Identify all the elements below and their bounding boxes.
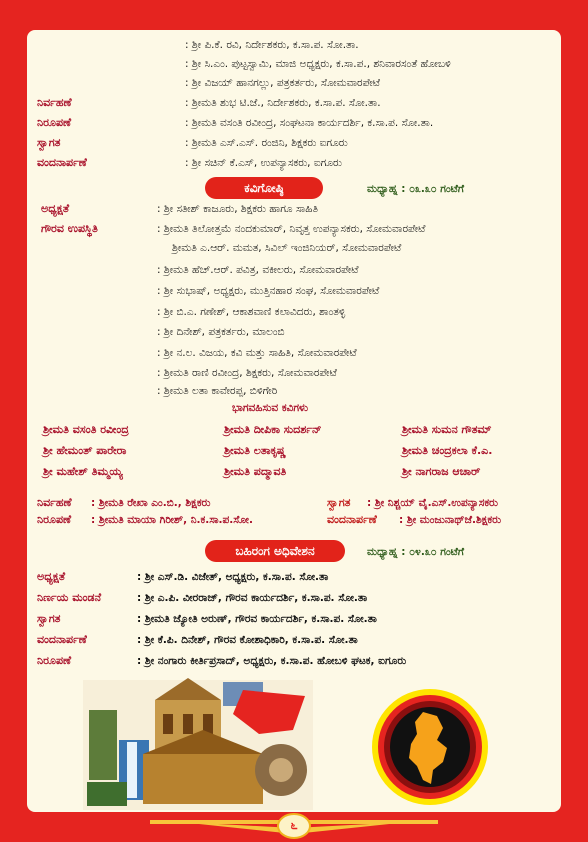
bahiranga-time: ಮಧ್ಯಾಹ್ನ : ೦೪.೩೦ ಗಂಟೆಗೆ — [367, 546, 465, 558]
kavigoshti-label: ಗೌರವ ಉಪಸ್ಥಿತಿ — [41, 222, 98, 235]
bahiranga-text: : ಶ್ರೀ ಕೆ.ಪಿ. ದಿನೇಶ್, ಗೌರವ ಕೋಶಾಧಿಕಾರಿ, ಕ.ಸಾ.ಪ. ಸೋ.ತಾ — [137, 634, 358, 646]
bahiranga-title: ಬಹಿರಂಗ ಅಧಿವೇಶನ — [205, 540, 345, 562]
bahiranga-label: ಅಧ್ಯಕ್ಷತೆ — [37, 570, 66, 583]
kavigoshti-time: ಮಧ್ಯಾಹ್ನ : ೦೩.೩೦ ಗಂಟೆಗೆ — [367, 183, 465, 195]
top-text: : ಶ್ರೀ ವಿಜಯ್ ಹಾನಗಲ್ಲು, ಪತ್ರಕರ್ತರು, ಸೋಮವಾರಪೇಟೆ — [185, 77, 381, 89]
kavigoshti-text: : ಶ್ರೀ ಸುಭಾಷ್, ಅಧ್ಯಕ್ಷರು, ಮುತ್ತಿನಹಾರ ಸಂಘ, ಸೋಮವಾರಪೇಟೆ — [157, 285, 380, 297]
kavigoshti-label: ಅಧ್ಯಕ್ಷತೆ — [41, 202, 70, 215]
top-text: : ಶ್ರೀ ಸಚಿನ್ ಕೆ.ಎಸ್, ಉಪನ್ಯಾಸಕರು, ಐಗೂರು — [185, 157, 342, 169]
page-number: ೬ — [290, 818, 298, 833]
nirupane-text: : ಶ್ರೀಮತಿ ಮಾಯಾ ಗಿರೀಶ್, ನಿ.ಕ.ಸಾ.ಪ.ಸೋ. — [91, 514, 253, 526]
poet-name: ಶ್ರೀಮತಿ ದೀಪಿಕಾ ಸುದರ್ಶನ್ — [224, 423, 322, 436]
poet-name: ಶ್ರೀ ಮಹೇಶ್ ತಿಮ್ಮಯ್ಯ — [43, 465, 123, 478]
nirvahane-text: : ಶ್ರೀಮತಿ ರೇಖಾ ಎಂ.ಬಿ., ಶಿಕ್ಷಕರು — [91, 497, 211, 509]
bahiranga-text: : ಶ್ರೀಮತಿ ಜ್ಯೋತಿ ಅರುಣ್, ಗೌರವ ಕಾರ್ಯದರ್ಶಿ, ಕ.ಸಾ.ಪ. ಸೋ.ತಾ — [137, 613, 377, 625]
bahiranga-text: : ಶ್ರೀ ಎಸ್.ಡಿ. ವಿಜೇತ್, ಅಧ್ಯಕ್ಷರು, ಕ.ಸಾ.ಪ. ಸೋ.ತಾ — [137, 571, 329, 583]
swagata-label: ಸ್ವಾಗತ — [327, 496, 351, 509]
poet-name: ಶ್ರೀಮತಿ ಚಂದ್ರಕಲಾ ಕೆ.ಎ. — [402, 444, 493, 457]
top-label: ಸ್ವಾಗತ — [37, 136, 61, 149]
nirvahane-label: ನಿರ್ವಹಣೆ — [37, 496, 72, 509]
kavigoshti-text: : ಶ್ರೀಮತಿ ತಿಲೋತ್ತಮೆ ನಂದಕುಮಾರ್, ನಿವೃತ್ತ ಉಪನ್ಯಾಸಕರು, ಸೋಮವಾರಪೇಟೆ — [157, 223, 426, 235]
poet-name: ಶ್ರೀಮತಿ ಲತಾಕೃಷ್ಣ — [224, 444, 286, 457]
top-label: ವಂದನಾರ್ಪಣೆ — [37, 156, 87, 169]
kavigoshti-text: : ಶ್ರೀ ಬಿ.ಎ. ಗಣೇಶ್, ಆಕಾಶವಾಣಿ ಕಲಾವಿದರು, ಶಾಂತಳ್ಳಿ — [157, 306, 346, 318]
poets-heading: ಭಾಗವಹಿಸುವ ಕವಿಗಳು — [232, 402, 309, 414]
karnataka-landmarks-collage — [83, 670, 313, 810]
vandana-text: : ಶ್ರೀ ಮಂಜುನಾಥ್‌ಜೆ.ಶಿಕ್ಷಕರು — [399, 514, 502, 526]
kavigoshti-text: : ಶ್ರೀಮತಿ ರಾಣಿ ರವೀಂದ್ರ, ಶಿಕ್ಷಕರು, ಸೋಮವಾರಪೇಟೆ — [157, 367, 337, 379]
top-text: : ಶ್ರೀ ಪಿ.ಕೆ. ರವಿ, ನಿರ್ದೇಶಕರು, ಕ.ಸಾ.ಪ. ಸೋ.ತಾ. — [185, 39, 359, 51]
poet-name: ಶ್ರೀ ನಾಗರಾಜ ಆಚಾರ್ — [402, 465, 481, 478]
karnataka-map-emblem — [371, 688, 489, 806]
kavigoshti-text: : ಶ್ರೀಮತಿ ಹೆಚ್.ಆರ್. ಪವಿತ್ರ, ವಕೀಲರು, ಸೋಮವಾರಪೇಟೆ — [157, 264, 359, 276]
vandana-label: ವಂದನಾರ್ಪಣೆ — [327, 513, 377, 526]
poet-name: ಶ್ರೀಮತಿ ಸುಮನ ಗೌತಮ್ — [402, 423, 492, 436]
kavigoshti-title: ಕವಿಗೋಷ್ಠಿ — [205, 177, 323, 199]
poet-name: ಶ್ರೀಮತಿ ಪದ್ಮಾವತಿ — [224, 465, 287, 478]
top-text: : ಶ್ರೀಮತಿ ಶುಭ ಟಿ.ಜೆ., ನಿರ್ದೇಶಕರು, ಕ.ಸಾ.ಪ. ಸೋ.ತಾ. — [185, 97, 381, 109]
temple-illustration — [143, 754, 263, 804]
kavigoshti-text: : ಶ್ರೀ ದಿನೇಶ್, ಪತ್ರಕರ್ತರು, ಮಾಲಂಬಿ — [157, 326, 285, 338]
poet-name: ಶ್ರೀಮತಿ ವಸಂತಿ ರವೀಂದ್ರ — [43, 423, 129, 436]
bahiranga-text: : ಶ್ರೀ ನಂಗಾರು ಕೀರ್ತಿಪ್ರಸಾದ್, ಅಧ್ಯಕ್ಷರು, ಕ.ಸಾ.ಪ. ಹೋಬಳಿ ಘಟಕ, ಐಗೂರು — [137, 655, 407, 667]
bahiranga-label: ಸ್ವಾಗತ — [37, 612, 61, 625]
nirupane-label: ನಿರೂಪಣೆ — [37, 513, 72, 526]
top-label: ನಿರೂಪಣೆ — [37, 116, 72, 129]
top-label: ನಿರ್ವಹಣೆ — [37, 96, 72, 109]
program-sheet — [27, 30, 561, 812]
swagata-text: : ಶ್ರೀ ನಿಶ್ಚಯ್ ವೈ.ಎಸ್.ಉಪನ್ಯಾಸಕರು — [367, 497, 498, 509]
poet-name: ಶ್ರೀ ಹೇಮಂತ್ ಪಾರೇರಾ — [43, 444, 127, 457]
top-text: : ಶ್ರೀ ಸಿ.ಎಂ. ಪುಟ್ಟಸ್ವಾಮಿ, ಮಾಜಿ ಅಧ್ಯಕ್ಷರು, ಕ.ಸಾ.ಪ., ಶನಿವಾರಸಂತೆ ಹೋಬಳಿ — [185, 58, 451, 70]
bahiranga-label: ವಂದನಾರ್ಪಣೆ — [37, 633, 87, 646]
kavigoshti-text: ಶ್ರೀಮತಿ ಎ.ಆರ್. ಮಮತ, ಸಿವಿಲ್ ಇಂಜಿನಿಯರ್, ಸೋಮವಾರಪೇಟೆ — [172, 242, 402, 254]
bahiranga-label: ನಿರ್ಣಯ ಮಂಡನೆ — [37, 591, 102, 604]
kavigoshti-text: : ಶ್ರೀ ಸತೀಶ್ ಕಾಜೂರು, ಶಿಕ್ಷಕರು ಹಾಗೂ ಸಾಹಿತಿ — [157, 203, 319, 215]
top-text: : ಶ್ರೀಮತಿ ವಸಂತಿ ರವೀಂದ್ರ, ಸಂಘಟನಾ ಕಾರ್ಯದರ್ಶಿ, ಕ.ಸಾ.ಪ. ಸೋ.ತಾ. — [185, 117, 434, 129]
kavigoshti-text: : ಶ್ರೀಮತಿ ಲತಾ ಕಾವೇರಪ್ಪ, ಬಿಳಿಗೇರಿ — [157, 385, 278, 397]
bahiranga-text: : ಶ್ರೀ ಎ.ಪಿ. ವೀರರಾಜ್, ಗೌರವ ಕಾರ್ಯದರ್ಶಿ, ಕ.ಸಾ.ಪ. ಸೋ.ತಾ — [137, 592, 368, 604]
kavigoshti-text: : ಶ್ರೀ ನ.ಲ. ವಿಜಯ, ಕವಿ ಮತ್ತು ಸಾಹಿತಿ, ಸೋಮವಾರಪೇಟೆ — [157, 347, 357, 359]
bahiranga-label: ನಿರೂಪಣೆ — [37, 654, 72, 667]
top-text: : ಶ್ರೀಮತಿ ಎಸ್.ಎಸ್. ರಂಜಿನಿ, ಶಿಕ್ಷಕರು ಐಗೂರು — [185, 137, 348, 149]
tree-illustration — [89, 710, 117, 780]
